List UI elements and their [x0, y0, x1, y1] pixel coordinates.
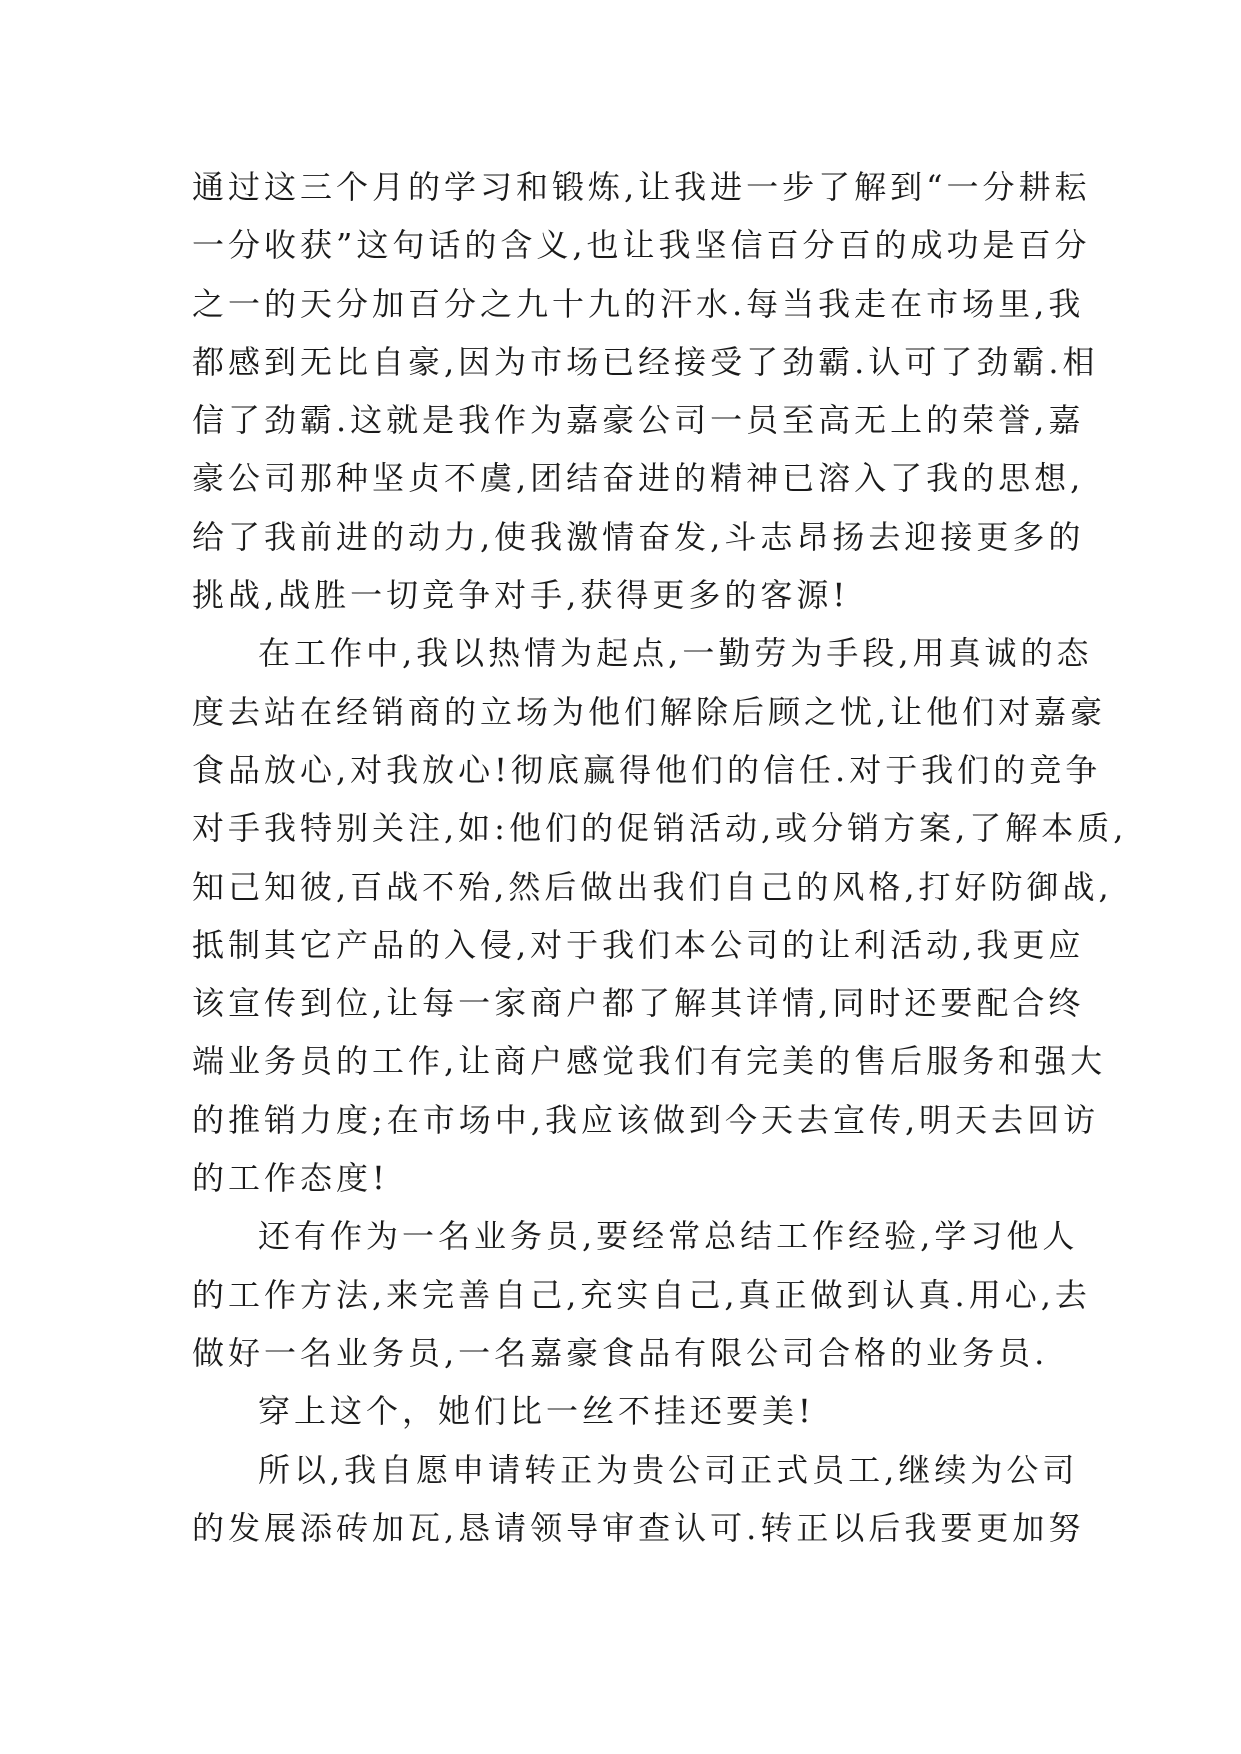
text-line: 知己知彼,百战不殆,然后做出我们自己的风格,打好防御战, [192, 867, 1113, 906]
text-line: 一分收获”这句话的含义,也让我坚信百分百的成功是百分 [192, 226, 1091, 265]
text-line: 都感到无比自豪,因为市场已经接受了劲霸.认可了劲霸.相 [192, 342, 1099, 381]
text-line: 的工作方法,来完善自己,充实自己,真正做到认真.用心,去 [192, 1275, 1091, 1314]
paragraph-first-line: 还有作为一名业务员,要经常总结工作经验,学习他人 [258, 1217, 1079, 1256]
document-body [192, 158, 1128, 1557]
text-line: 的发展添砖加瓦,恳请领导审查认可.转正以后我要更加努 [192, 1508, 1085, 1547]
text-line: 该宣传到位,让每一家商户都了解其详情,同时还要配合终 [192, 984, 1085, 1023]
text-line: 给了我前进的动力,使我激情奋发,斗志昂扬去迎接更多的 [192, 517, 1085, 556]
text-line: 抵制其它产品的入侵,对于我们本公司的让利活动,我更应 [192, 925, 1085, 964]
paragraph-first-line: 在工作中,我以热情为起点,一勤劳为手段,用真诚的态 [258, 634, 1093, 673]
text-line: 食品放心,对我放心!彻底赢得他们的信任.对于我们的竞争 [192, 750, 1102, 789]
text-line: 信了劲霸.这就是我作为嘉豪公司一员至高无上的荣誉,嘉 [192, 401, 1085, 440]
text-line: 度去站在经销商的立场为他们解除后顾之忧,让他们对嘉豪 [192, 692, 1107, 731]
paragraph-first-line: 所以,我自愿申请转正为贵公司正式员工,继续为公司 [258, 1450, 1079, 1489]
text-line: 的工作态度! [192, 1159, 389, 1198]
paragraph-first-line: 穿上这个，她们比一丝不挂还要美! [258, 1392, 815, 1431]
text-line: 挑战,战胜一切竞争对手,获得更多的客源! [192, 576, 850, 615]
text-line: 做好一名业务员,一名嘉豪食品有限公司合格的业务员. [192, 1333, 1049, 1372]
text-line: 对手我特别关注,如:他们的促销活动,或分销方案,了解本质, [192, 809, 1128, 848]
text-line: 的推销力度;在市场中,我应该做到今天去宣传,明天去回访 [192, 1100, 1100, 1139]
text-line: 通过这三个月的学习和锻炼,让我进一步了解到“一分耕耘 [192, 168, 1091, 206]
text-line: 豪公司那种坚贞不虞,团结奋进的精神已溶入了我的思想, [192, 459, 1085, 498]
text-line: 之一的天分加百分之九十九的汗水.每当我走在市场里,我 [192, 284, 1085, 323]
text-line: 端业务员的工作,让商户感觉我们有完美的售后服务和强大 [192, 1042, 1107, 1081]
